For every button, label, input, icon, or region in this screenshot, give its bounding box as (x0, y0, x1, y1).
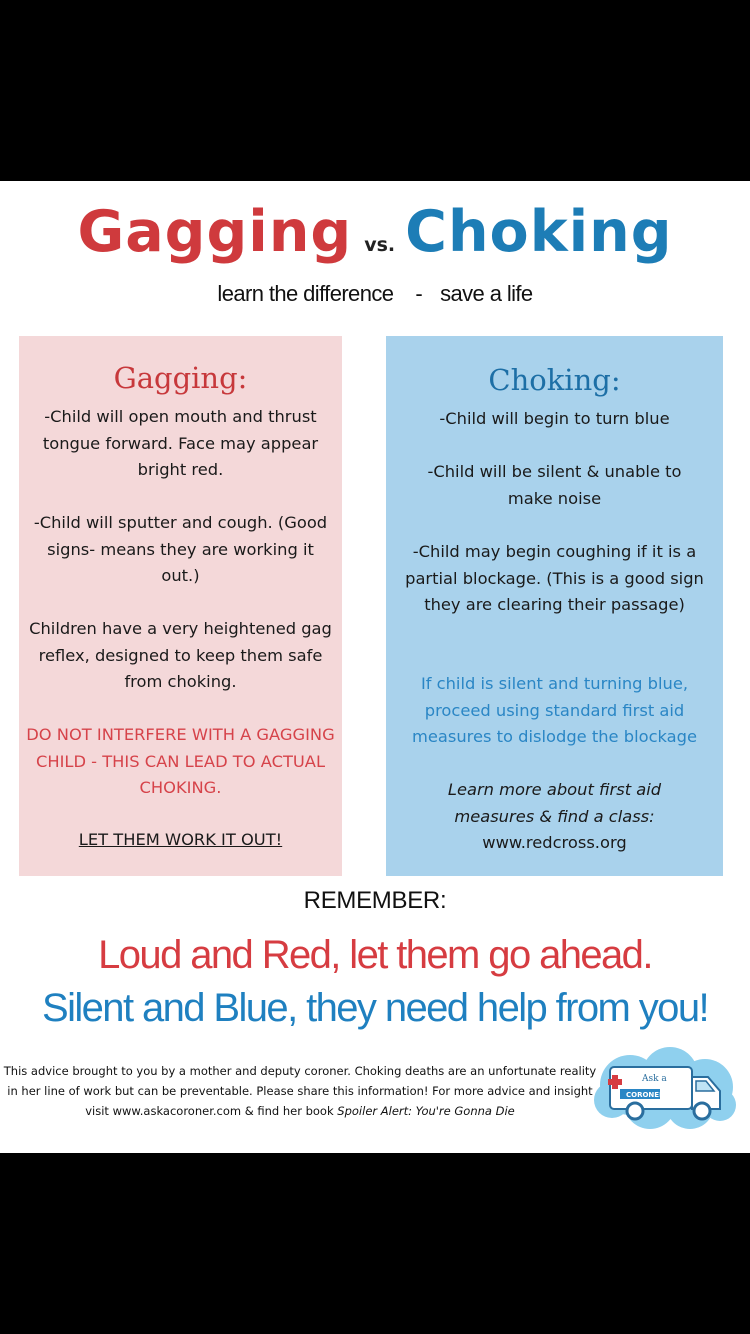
title-gagging: Gagging (77, 199, 353, 265)
footer-book-title: Spoiler Alert: You're Gonna Die (337, 1104, 515, 1118)
logo-line2: CORONER (626, 1091, 665, 1099)
subtitle-separator: - (415, 281, 423, 306)
gagging-reflex-note: Children have a very heightened gag reflex, designed to keep them safe from choking. (29, 619, 332, 691)
footer-credit (0, 1061, 600, 1121)
redcross-link[interactable]: www.redcross.org (482, 833, 627, 852)
title-choking: Choking (405, 199, 673, 265)
choking-learn-more: Learn more about first aid measures & find a class: (447, 780, 662, 826)
title-vs: vs. (364, 234, 396, 256)
gagging-sign-cough: -Child will sputter and cough. (Good signs- means they are working it out.) (33, 513, 328, 585)
infographic (0, 181, 750, 1153)
choking-panel (386, 336, 723, 876)
footer-text: This advice brought to you by a mother and deputy coroner. Choking deaths are an unfortunate reality in her line of work but can be preventable. Please share this information! For more advice and insight visit www.askacoroner.com & find her book (3, 1064, 597, 1118)
subtitle (0, 281, 750, 307)
remember-label: REMEMBER: (303, 887, 447, 914)
ambulance-cloud-icon (590, 1045, 738, 1133)
choking-sign-blue: -Child will begin to turn blue (439, 409, 670, 428)
slogan-loud-red: Loud and Red, let them go ahead. (98, 933, 652, 977)
main-title (0, 199, 750, 265)
gagging-panel (19, 336, 342, 876)
subtitle-save: save a life (440, 281, 533, 306)
choking-sign-coughing: -Child may begin coughing if it is a partial blockage. (This is a good sign they are clearing their passage) (405, 542, 704, 614)
gagging-warning: DO NOT INTERFERE WITH A GAGGING CHILD - THIS CAN LEAD TO ACTUAL CHOKING. (26, 725, 335, 797)
gagging-cta: LET THEM WORK IT OUT! (78, 830, 283, 849)
gagging-sign-mouth: -Child will open mouth and thrust tongue forward. Face may appear bright red. (42, 407, 319, 479)
slogan-silent-blue: Silent and Blue, they need help from you! (42, 986, 708, 1030)
choking-sign-silent: -Child will be silent & unable to make noise (427, 462, 682, 508)
logo-line1: Ask a (642, 1074, 667, 1084)
subtitle-learn: learn the difference (217, 281, 394, 306)
gagging-heading: Gagging: (113, 361, 248, 395)
choking-heading: Choking: (488, 363, 621, 397)
choking-advice: If child is silent and turning blue, proceed using standard first aid measures to dislodge the blockage (411, 674, 697, 746)
